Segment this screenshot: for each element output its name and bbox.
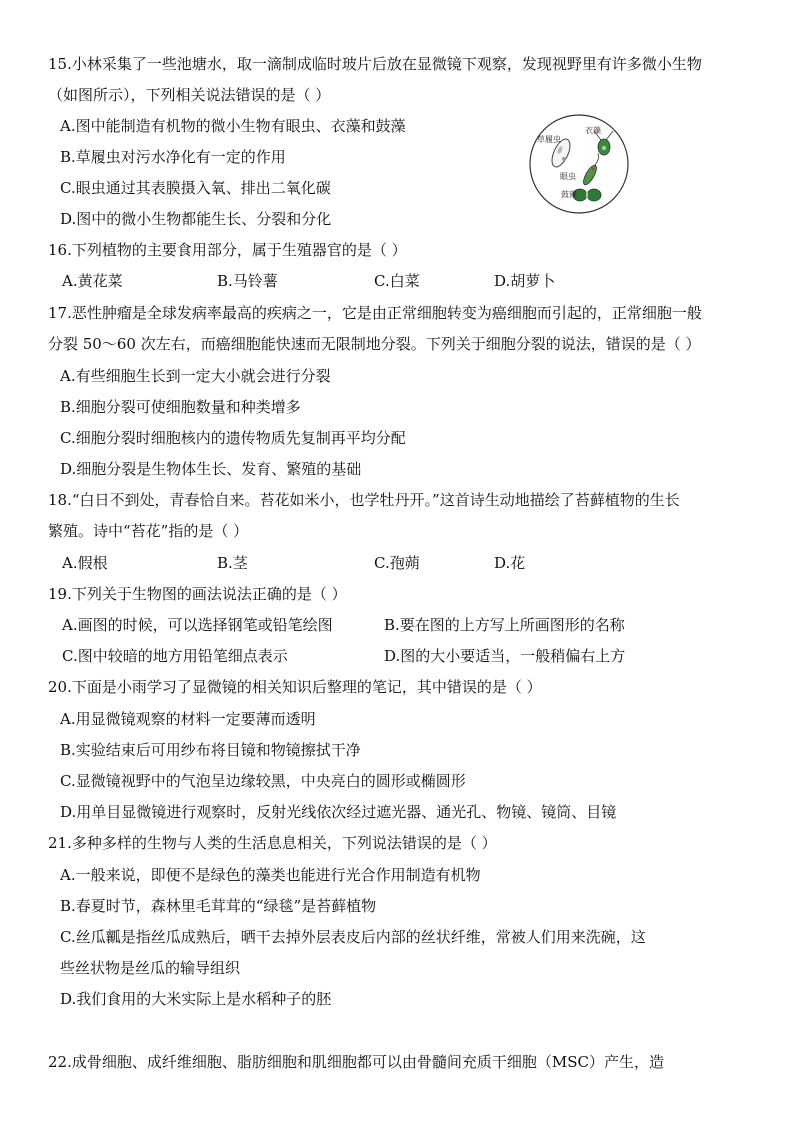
q15-option-a: A.图中能制造有机物的微小生物有眼虫、衣藻和鼓藻	[60, 117, 406, 135]
q15-stem-line1: 15.小林采集了一些池塘水，取一滴制成临时玻片后放在显微镜下观察，发现视野里有许多微小生物	[48, 55, 702, 73]
q18-stem-line2: 繁殖。诗中“苔花”指的是（ ）	[48, 522, 249, 540]
q17-option-c: C.细胞分裂时细胞核内的遗传物质先复制再平均分配	[60, 429, 406, 447]
q17-stem-line2: 分裂 50～60 次左右，而癌细胞能快速而无限制地分裂。下列关于细胞分裂的说法，错误的是（ ）	[48, 335, 701, 353]
q20-option-d: D.用单目显微镜进行观察时，反射光线依次经过遮光器、通光孔、物镜、镜筒、目镜	[60, 803, 617, 821]
q16-option-c: C.白菜	[374, 272, 420, 290]
q20-stem: 20.下面是小雨学习了显微镜的相关知识后整理的笔记，其中错误的是（ ）	[48, 678, 542, 696]
q17-option-a: A.有些细胞生长到一定大小就会进行分裂	[60, 367, 331, 385]
q21-stem: 21.多种多样的生物与人类的生活息息相关，下列说法错误的是（ ）	[48, 834, 497, 852]
q20-option-a: A.用显微镜观察的材料一定要薄而透明	[60, 710, 316, 728]
q20-option-c: C.显微镜视野中的气泡呈边缘较黑，中央亮白的圆形或椭圆形	[60, 772, 466, 790]
q21-option-c: C.丝瓜瓤是指丝瓜成熟后，晒干去掉外层表皮后内部的丝状纤维，常被人们用来洗碗，这	[60, 928, 646, 946]
q20-option-b: B.实验结束后可用纱布将目镜和物镜擦拭干净	[60, 741, 361, 759]
q15-option-d: D.图中的微小生物都能生长、分裂和分化	[60, 210, 332, 228]
label-euglena: 眼虫	[560, 172, 576, 181]
q18-option-b: B.茎	[217, 554, 248, 572]
q16-option-b: B.马铃薯	[217, 272, 278, 290]
q16-stem: 16.下列植物的主要食用部分，属于生殖器官的是（ ）	[48, 241, 407, 259]
q17-option-b: B.细胞分裂可使细胞数量和种类增多	[60, 398, 301, 416]
q18-option-a: A.假根	[62, 554, 108, 572]
q18-stem-line1: 18.“白日不到处，青春恰自来。苔花如米小，也学牡丹开。”这首诗生动地描绘了苔藓植物的生长	[48, 491, 680, 509]
q17-option-d: D.细胞分裂是生物体生长、发育、繁殖的基础	[60, 460, 362, 478]
label-desmid: 鼓藻	[561, 190, 577, 199]
microscope-field-figure	[528, 113, 630, 215]
q19-stem: 19.下列关于生物图的画法说法正确的是（ ）	[48, 585, 347, 603]
q15-stem-line2: （如图所示），下列相关说法错误的是（ ）	[48, 86, 331, 104]
q21-option-d: D.我们食用的大米实际上是水稻种子的胚	[60, 990, 332, 1008]
q21-option-b: B.春夏时节，森林里毛茸茸的“绿毯”是苔藓植物	[60, 897, 377, 915]
label-paramecium: 草履虫	[537, 135, 561, 144]
q22-stem-line1: 22.成骨细胞、成纤维细胞、脂肪细胞和肌细胞都可以由骨髓间充质干细胞（MSC）产生，造	[48, 1053, 664, 1071]
q19-option-a: A.画图的时候，可以选择钢笔或铅笔绘图	[62, 616, 333, 634]
q15-option-c: C.眼虫通过其表膜摄入氧、排出二氧化碳	[60, 179, 331, 197]
label-chlamydomonas: 衣藻	[585, 126, 601, 135]
q15-option-b: B.草履虫对污水净化有一定的作用	[60, 148, 286, 166]
q18-option-d: D.花	[494, 554, 526, 572]
q16-option-d: D.胡萝卜	[494, 272, 556, 290]
q19-option-b: B.要在图的上方写上所画图形的名称	[384, 616, 625, 634]
q19-option-d: D.图的大小要适当，一般稍偏右上方	[384, 647, 626, 665]
q21-option-a: A.一般来说，即便不是绿色的藻类也能进行光合作用制造有机物	[60, 866, 481, 884]
q16-option-a: A.黄花菜	[62, 272, 123, 290]
q17-stem-line1: 17.恶性肿瘤是全球发病率最高的疾病之一，它是由正常细胞转变为癌细胞而引起的，正常细胞一般	[48, 304, 702, 322]
q19-option-c: C.图中较暗的地方用铅笔细点表示	[62, 647, 288, 665]
microscope-field-illustration	[528, 113, 630, 215]
q18-option-c: C.孢蒴	[374, 554, 420, 572]
q21-option-c-line2: 些丝状物是丝瓜的输导组织	[60, 959, 241, 977]
